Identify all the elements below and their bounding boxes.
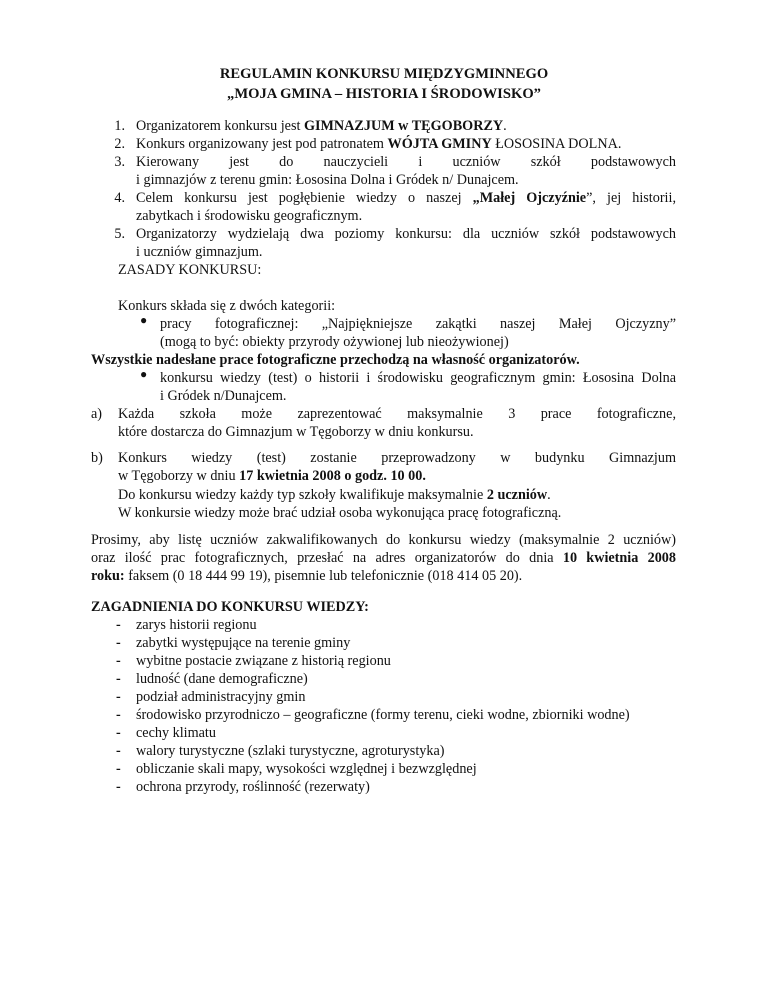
- category-knowledge: [160, 369, 676, 405]
- rule-2-end: ŁOSOSINA DOLNA.: [491, 136, 622, 152]
- dash-icon: -: [116, 653, 121, 669]
- document-title: [0, 64, 768, 104]
- participants-limit: [118, 486, 676, 522]
- rule-5-number: 5.: [114, 226, 125, 242]
- topic-item: walory turystyczne (szlaki turystyczne, agroturystyka): [136, 743, 445, 759]
- photo-person-note: W konkursie wiedzy może brać udział osoba wykonująca pracę fotograficzną.: [118, 505, 562, 521]
- topic-item: ochrona przyrody, roślinność (rezerwaty): [136, 779, 370, 795]
- rule-5-line-2: i uczniów gimnazjum.: [136, 244, 263, 260]
- dash-icon: -: [116, 617, 121, 633]
- rule-2: [136, 135, 676, 153]
- dash-icon: -: [116, 743, 121, 759]
- rule-5-line-1: Organizatorzy wydzielają dwa poziomy konkursu: dla uczniów szkół podstawowych: [136, 226, 676, 242]
- item-b-line-2: [118, 467, 676, 485]
- request-line-2: [91, 549, 676, 567]
- rule-1-text: Organizatorem konkursu jest: [136, 118, 304, 134]
- topic-item: środowisko przyrodniczo – geograficzne (formy terenu, cieki wodne, zbiorniki wodne): [136, 707, 630, 723]
- bullet-icon: ●: [140, 367, 148, 381]
- category-knowledge-line-1: konkursu wiedzy (test) o historii i środowisku geograficznym gmin: Łososina Dolna: [160, 370, 676, 386]
- item-b-label: b): [91, 450, 103, 466]
- rule-3-line-2: i gimnazjów z terenu gmin: Łososina Dolna i Gródek n/ Dunajcem.: [136, 172, 519, 188]
- limit-line: [118, 486, 676, 504]
- rule-3-line-1: Kierowany jest do nauczycieli i uczniów szkół podstawowych: [136, 154, 676, 170]
- category-knowledge-line-2: i Gródek n/Dunajcem.: [160, 388, 287, 404]
- request-line-3: [91, 567, 676, 585]
- topic-item: zarys historii regionu: [136, 617, 257, 633]
- item-a: [118, 405, 676, 441]
- ownership-note: Wszystkie nadesłane prace fotograficzne przechodzą na własność organizatorów.: [91, 352, 580, 368]
- rules-heading: ZASADY KONKURSU:: [118, 262, 262, 278]
- topic-item: ludność (dane demograficzne): [136, 671, 308, 687]
- rule-4-emphasis: „Małej Ojczyźnie: [472, 190, 587, 206]
- request-line-1: Prosimy, aby listę uczniów zakwalifikowanych do konkursu wiedzy (maksymalnie 2 uczniów): [91, 532, 676, 548]
- rule-4-end: ”, jej historii,: [586, 190, 676, 206]
- submission-request: [91, 531, 676, 585]
- limit-end: .: [547, 487, 551, 503]
- rule-4: [136, 189, 676, 225]
- rule-3-number: 3.: [114, 154, 125, 170]
- item-a-label: a): [91, 406, 103, 422]
- topics-heading: ZAGADNIENIA DO KONKURSU WIEDZY:: [91, 599, 369, 615]
- rule-2-patron: WÓJTA GMINY: [387, 136, 492, 152]
- rule-4-text: Celem konkursu jest pogłębienie wiedzy o naszej: [136, 190, 473, 206]
- rule-4-line-2: zabytkach i środowisku geograficznym.: [136, 208, 363, 224]
- title-line-2: „MOJA GMINA – HISTORIA I ŚRODOWISKO”: [227, 86, 541, 102]
- rule-1: [136, 117, 676, 135]
- request-text: oraz ilość prac fotograficznych, przesłać na adres organizatorów do dnia: [91, 550, 563, 566]
- contest-date: 17 kwietnia 2008 o godz. 10 00.: [239, 468, 426, 484]
- category-photo-line-2: (mogą to być: obiekty przyrody ożywionej lub nieożywionej): [160, 334, 509, 350]
- topic-item: wybitne postacie związane z historią regionu: [136, 653, 391, 669]
- item-b: [118, 449, 676, 485]
- topic-item: obliczanie skali mapy, wysokości względnej i bezwzględnej: [136, 761, 477, 777]
- category-photo-line-1: pracy fotograficznej: „Najpiękniejsze zakątki naszej Małej Ojczyzny”: [160, 316, 676, 332]
- rule-5: [136, 225, 676, 261]
- rule-4-line-1: [136, 189, 676, 207]
- rule-4-number: 4.: [114, 190, 125, 206]
- item-a-line-1: Każda szkoła może zaprezentować maksymalnie 3 prace fotograficzne,: [118, 406, 676, 422]
- rule-2-text: Konkurs organizowany jest pod patronatem: [136, 136, 388, 152]
- topic-item: cechy klimatu: [136, 725, 216, 741]
- dash-icon: -: [116, 689, 121, 705]
- item-a-line-2: które dostarcza do Gimnazjum w Tęgoborzy w dniu konkursu.: [118, 424, 474, 440]
- contact-details: faksem (0 18 444 99 19), pisemnie lub telefonicznie (018 414 05 20).: [124, 568, 523, 584]
- item-b-text: w Tęgoborzy w dniu: [118, 468, 240, 484]
- limit-count: 2 uczniów: [486, 487, 548, 503]
- dash-icon: -: [116, 671, 121, 687]
- deadline-year: roku:: [91, 568, 125, 584]
- item-b-line-1: Konkurs wiedzy (test) zostanie przeprowadzony w budynku Gimnazjum: [118, 450, 676, 466]
- dash-icon: -: [116, 707, 121, 723]
- dash-icon: -: [116, 725, 121, 741]
- limit-text: Do konkursu wiedzy każdy typ szkoły kwalifikuje maksymalnie: [118, 487, 487, 503]
- topic-item: podział administracyjny gmin: [136, 689, 306, 705]
- rule-3: [136, 153, 676, 189]
- category-photo: [160, 315, 676, 351]
- rule-2-number: 2.: [114, 136, 125, 152]
- dash-icon: -: [116, 761, 121, 777]
- rule-1-organizer: GIMNAZJUM w TĘGOBORZY: [303, 118, 504, 134]
- topic-item: zabytki występujące na terenie gminy: [136, 635, 351, 651]
- title-line-1: REGULAMIN KONKURSU MIĘDZYGMINNEGO: [219, 66, 549, 82]
- submission-deadline: 10 kwietnia 2008: [562, 550, 676, 566]
- dash-icon: -: [116, 635, 121, 651]
- rule-1-number: 1.: [114, 118, 125, 134]
- dash-icon: -: [116, 779, 121, 795]
- bullet-icon: ●: [140, 313, 148, 327]
- rule-1-end: .: [503, 118, 507, 134]
- categories-intro: Konkurs składa się z dwóch kategorii:: [118, 298, 336, 314]
